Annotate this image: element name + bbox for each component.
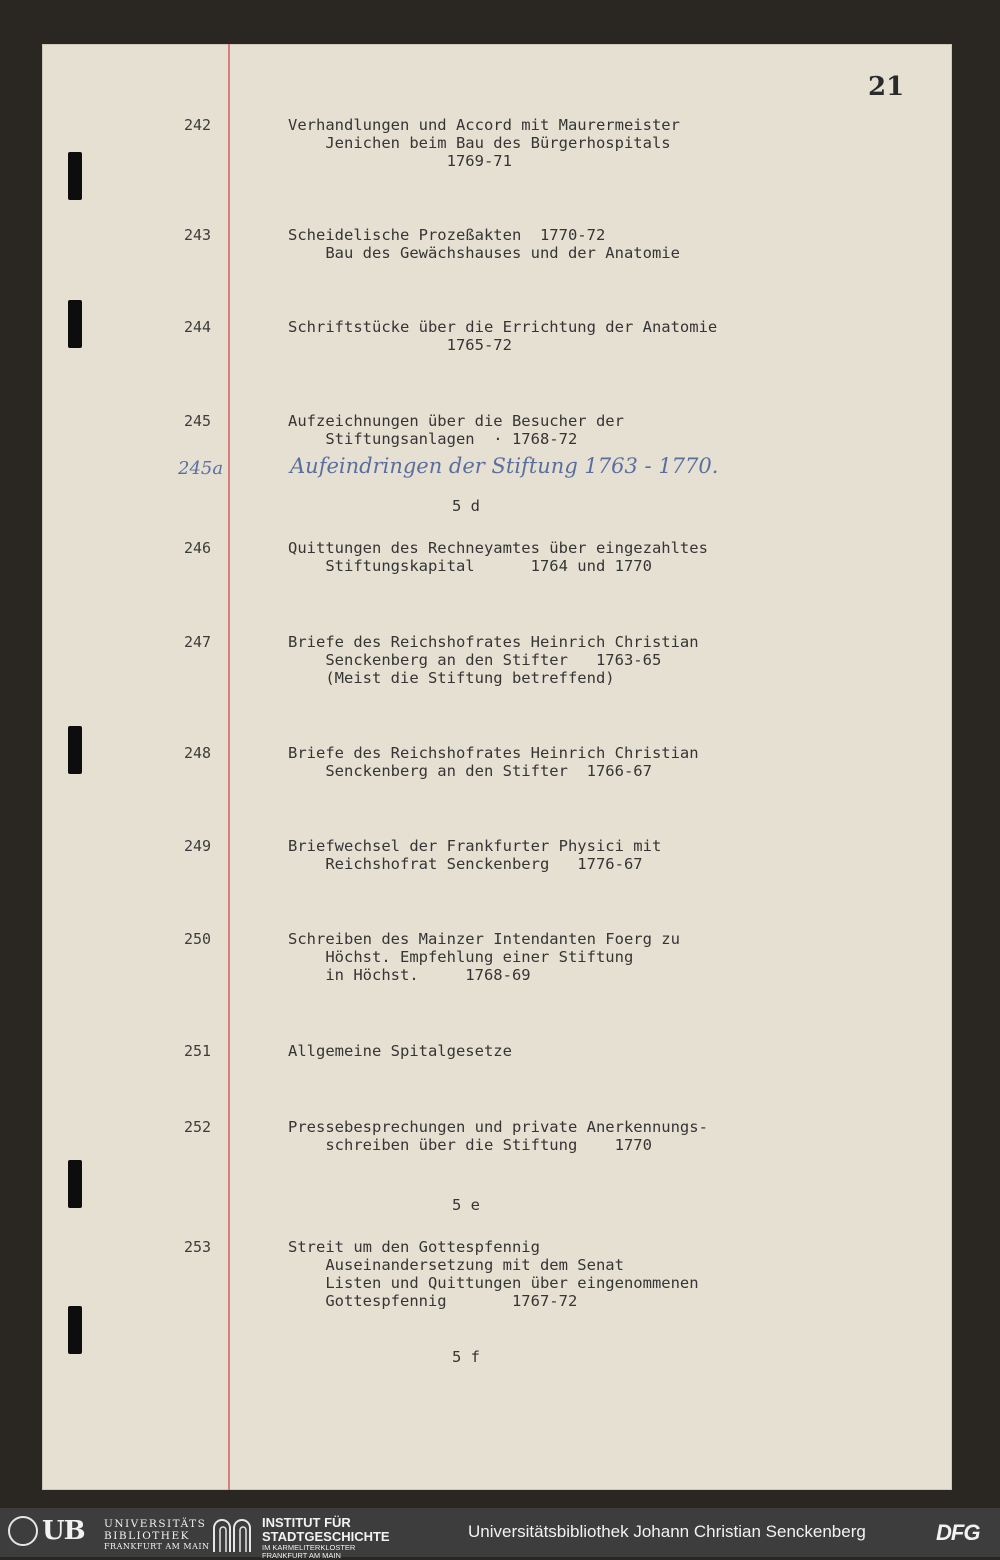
entry-line: Schreiben des Mainzer Intendanten Foerg zu <box>288 930 680 948</box>
entry-number: 248 <box>184 744 212 762</box>
arches-icon <box>212 1514 252 1552</box>
entry-number: 245 <box>184 412 212 430</box>
section-heading: 5 d <box>452 497 480 515</box>
entry-line: Streit um den Gottespfennig <box>288 1238 540 1256</box>
entry-text <box>288 633 699 687</box>
ifs-line-4: FRANKFURT AM MAIN <box>262 1551 341 1560</box>
ub-logo[interactable] <box>8 1516 210 1551</box>
entry-line: Listen und Quittungen über eingenommenen <box>288 1274 699 1292</box>
entry-number: 253 <box>184 1238 212 1256</box>
ifs-line-1: INSTITUT FÜR <box>262 1515 351 1530</box>
entry-number: 251 <box>184 1042 212 1060</box>
page-number: 21 <box>868 72 905 102</box>
entry-line: Briefe des Reichshofrates Heinrich Christian <box>288 744 699 762</box>
footer-title[interactable]: Universitätsbibliothek Johann Christian Senckenberg <box>468 1522 866 1541</box>
ub-line-2: BIBLIOTHEK <box>104 1530 190 1542</box>
entry-line: Gottespfennig 1767-72 <box>288 1292 578 1310</box>
entry-line: in Höchst. 1768-69 <box>288 966 531 984</box>
entry-number: 244 <box>184 318 212 336</box>
entry-line: Bau des Gewächshauses und der Anatomie <box>288 244 680 262</box>
entry-line: Briefe des Reichshofrates Heinrich Christian <box>288 633 699 651</box>
ub-line-3: FRANKFURT AM MAIN <box>104 1542 210 1551</box>
entry-text <box>288 226 680 262</box>
punch-hole <box>68 1306 82 1354</box>
punch-hole <box>68 1160 82 1208</box>
punch-hole <box>68 152 82 200</box>
entry-text <box>288 539 708 575</box>
entry-line: Reichshofrat Senckenberg 1776-67 <box>288 855 643 873</box>
entry-line: Auseinandersetzung mit dem Senat <box>288 1256 624 1274</box>
entry-line: Verhandlungen und Accord mit Maurermeister <box>288 116 680 134</box>
entry-line: Senckenberg an den Stifter 1766-67 <box>288 762 652 780</box>
entry-text <box>288 930 680 984</box>
entry-line: Pressebesprechungen und private Anerkennungs- <box>288 1118 708 1136</box>
entry-text <box>288 412 624 448</box>
entry-number: 249 <box>184 837 212 855</box>
entry-text <box>288 1042 512 1060</box>
seal-icon <box>8 1516 38 1546</box>
entry-text <box>288 116 680 170</box>
entry-number: 247 <box>184 633 212 651</box>
handwritten-entry-number: 245a <box>178 458 224 479</box>
footer-bar <box>0 1508 1000 1560</box>
ub-logo-text: UB <box>42 1516 85 1546</box>
entry-line: Stiftungskapital 1764 und 1770 <box>288 557 652 575</box>
entry-number: 252 <box>184 1118 212 1136</box>
entry-line: Aufzeichnungen über die Besucher der <box>288 412 624 430</box>
section-heading: 5 e <box>452 1196 480 1214</box>
red-margin-line <box>228 44 230 1490</box>
entry-line: Briefwechsel der Frankfurter Physici mit <box>288 837 662 855</box>
entry-text <box>288 1118 708 1154</box>
entry-line: 1769-71 <box>288 152 512 170</box>
ifs-line-3: IM KARMELITERKLOSTER <box>262 1543 356 1552</box>
entry-number: 250 <box>184 930 212 948</box>
punch-hole <box>68 726 82 774</box>
ifs-line-2: STADTGESCHICHTE <box>262 1529 390 1544</box>
handwritten-entry-text: Aufeindringen der Stiftung 1763 - 1770. <box>290 454 719 478</box>
entry-line: Quittungen des Rechneyamtes über eingezahltes <box>288 539 708 557</box>
entry-line: Schriftstücke über die Errichtung der Anatomie <box>288 318 718 336</box>
punch-hole <box>68 300 82 348</box>
entry-text <box>288 1238 699 1310</box>
entry-line: Senckenberg an den Stifter 1763-65 <box>288 651 662 669</box>
entry-line: Stiftungsanlagen · 1768-72 <box>288 430 578 448</box>
section-heading: 5 f <box>452 1348 480 1366</box>
entry-text <box>288 837 661 873</box>
entry-number: 242 <box>184 116 212 134</box>
entry-text <box>288 744 699 780</box>
dfg-logo[interactable]: DFG <box>936 1520 980 1545</box>
ifs-logo[interactable] <box>212 1514 412 1560</box>
entry-line: schreiben über die Stiftung 1770 <box>288 1136 652 1154</box>
ub-line-1: UNIVERSITÄTS <box>104 1518 207 1530</box>
entry-line: Allgemeine Spitalgesetze <box>288 1042 512 1060</box>
entry-text <box>288 318 717 354</box>
entry-line: Höchst. Empfehlung einer Stiftung <box>288 948 634 966</box>
entry-line: (Meist die Stiftung betreffend) <box>288 669 615 687</box>
entry-number: 246 <box>184 539 212 557</box>
entry-number: 243 <box>184 226 212 244</box>
entry-line: 1765-72 <box>288 336 512 354</box>
entry-line: Scheidelische Prozeßakten 1770-72 <box>288 226 606 244</box>
entry-line: Jenichen beim Bau des Bürgerhospitals <box>288 134 671 152</box>
